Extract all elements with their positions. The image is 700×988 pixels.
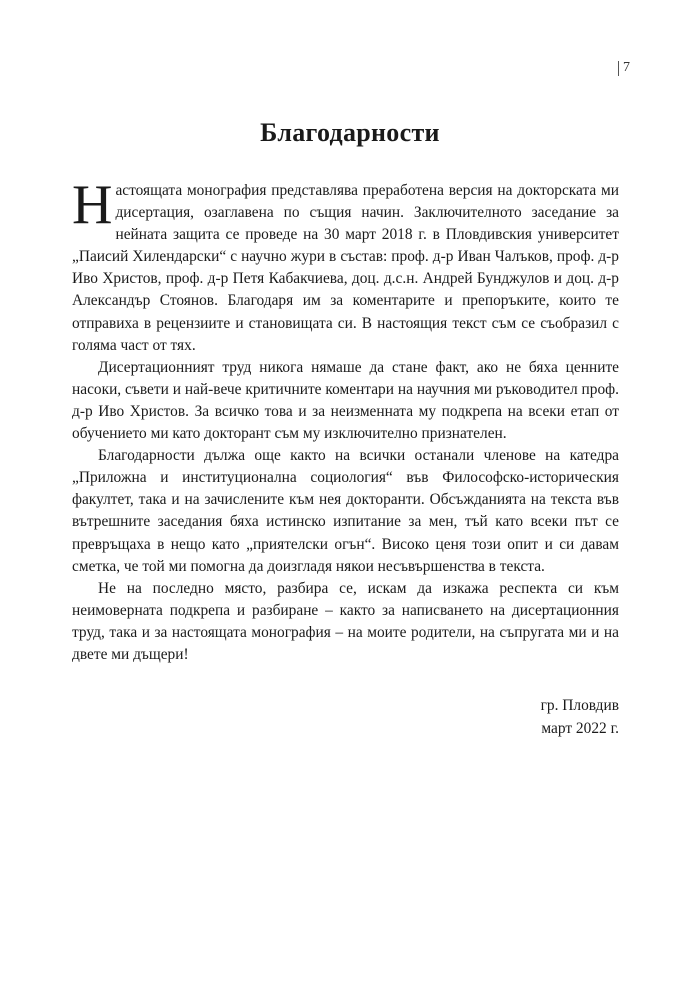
document-body (72, 174, 619, 666)
page-number (618, 59, 630, 77)
drop-cap: Н (72, 174, 113, 236)
page-title: Благодарности (260, 118, 440, 147)
paragraph-3: Благодарности дължа още както на всички останали членове на катедра „Приложна и институционална социология“ във Философско-историческия факултет, така и на зачислените към нея докторанти. Обсъжданията на текста във вътрешните заседания бяха истинско изпитание за мен, тъй като всеки път се превръщаха в нещо като „приятелски огън“. Високо ценя този опит и си давам сметка, че той ми помогна да доизгладя някои несъвършенства в текста. (72, 447, 619, 575)
paragraph-1 (72, 174, 619, 357)
page-number-divider (618, 61, 619, 76)
paragraph-4: Не на последно място, разбира се, искам да изкажа респекта си към неимоверната подкрепа и разбиране – както за написването на дисертационния труд, така и за настоящата монография – на моите родители, на съпругата ми и на двете ми дъщери! (72, 579, 619, 663)
page-number-value: 7 (623, 60, 630, 75)
signature-block (541, 694, 619, 740)
signature-place: гр. Пловдив (540, 697, 619, 714)
paragraph-1-text: астоящата монография представлява преработена версия на докторската ми дисертация, озаглавена по същия начин. Заключителното заседание за нейната защита се проведе на 30 март 2018 г. в Пловдивския университет „Паисий Хилендарски“ с научно жури в състав: проф. д-р Иван Чалъков, проф. д-р Иво Христов, проф. д-р Петя Кабакчиева, доц. д.с.н. Андрей Бунджулов и доц. д-р Александър Стоянов. Благодаря им за коментарите и препоръките, които те отправиха в рецензиите и становищата си. В настоящия текст съм се съобразил с голяма част от тях. (72, 182, 619, 354)
paragraph-2: Дисертационният труд никога нямаше да стане факт, ако не бяха ценните насоки, съвети и най-вече критичните коментари на научния ми ръководител проф. д-р Иво Христов. За всичко това и за неизменната му подкрепа на всеки етап от обучението ми като докторант съм му изключително признателен. (72, 358, 619, 443)
signature-date: март 2022 г. (541, 720, 619, 737)
